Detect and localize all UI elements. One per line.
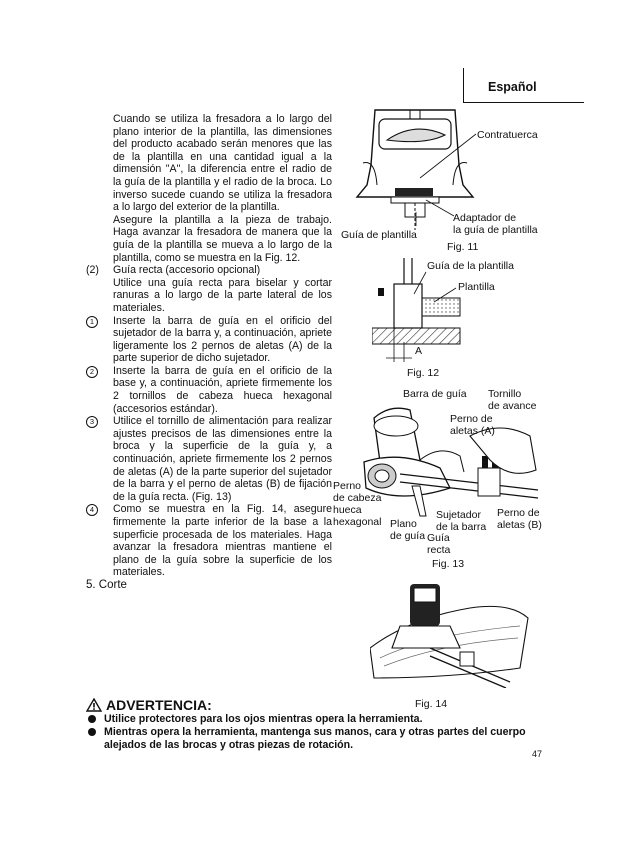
label-contratuerca: Contratuerca — [477, 129, 538, 141]
label-guia-de-la-plantilla: Guía de la plantilla — [427, 260, 514, 272]
item-straight-guide — [86, 264, 332, 277]
step-number: 3 — [86, 416, 98, 428]
warning-bullet-text: Utilice protectores para los ojos mientras opera la herramienta. — [104, 713, 423, 725]
label-plantilla: Plantilla — [458, 281, 495, 293]
warning-block — [86, 697, 556, 753]
paragraph-straight-guide: Utilice una guía recta para biselar y cortar ranuras a lo largo de la parte lateral de los materiales. — [113, 276, 332, 314]
label-perno-cabeza-hueca: Perno de cabeza hueca hexagonal — [333, 480, 382, 528]
language-label: Español — [488, 80, 537, 94]
warning-title-text: ADVERTENCIA: — [106, 697, 212, 713]
step-text: Inserte la barra de guía en el orificio del sujetador de la barra y, a continuación, apriete ligeramente los 2 pernos de aletas (A) de la parte superior de dicho sujetador. — [113, 314, 332, 365]
item-marker: (2) — [86, 264, 99, 277]
label-perno-aletas-a: Perno de aletas (A) — [450, 413, 495, 437]
label-guia-recta: Guía recta — [427, 532, 451, 556]
warning-bullet-2 — [86, 726, 556, 752]
step-text: Inserte la barra de guía en el orificio de la base y, a continuación, apriete firmemente los 2 tornillos de cabeza hueca hexagonal (accesorios estándar). — [113, 364, 332, 415]
page-number: 47 — [532, 749, 543, 759]
step-number: 4 — [86, 504, 98, 516]
step-2 — [86, 365, 332, 415]
warning-title — [86, 697, 556, 713]
step-number: 2 — [86, 366, 98, 378]
step-1 — [86, 315, 332, 365]
label-barra-de-guia: Barra de guía — [403, 388, 467, 400]
language-tab — [463, 68, 584, 103]
label-plano-de-guia: Plano de guía — [390, 518, 426, 542]
warning-bullet-1 — [86, 713, 556, 726]
label-guia-plantilla: Guía de plantilla — [341, 229, 417, 241]
bullet-icon — [88, 715, 96, 723]
section-5-heading: 5. Corte — [86, 578, 127, 591]
fig14-caption: Fig. 14 — [415, 698, 448, 710]
paragraph-secure-template: Asegure la plantilla a la pieza de trabajo. Haga avanzar la fresadora de manera que la guía de la plantilla se mueva a lo largo de la plantilla, como se muestra en la Fig. 12. — [113, 213, 332, 264]
label-dimension-a: A — [415, 345, 423, 357]
label-perno-aletas-b: Perno de aletas (B) — [497, 507, 542, 531]
step-text: Utilice el tornillo de alimentación para realizar ajustes precisos de las dimensiones entre la broca y la superficie de la guía y, a continuación, apriete firmemente los 2 pernos de aletas (A) de la parte superior del sujetador de la barra y el perno de aletas (B) de fijación de la guía recta. (Fig. 13) — [113, 415, 332, 503]
fig12-caption: Fig. 12 — [407, 367, 440, 379]
step-3 — [86, 415, 332, 503]
fig11-caption: Fig. 11 — [447, 241, 479, 253]
label-tornillo-de-avance: Tornillo de avance — [488, 388, 537, 412]
paragraph-template-dimensions: Cuando se utiliza la fresadora a lo largo del plano interior de la plantilla, las dimensiones del producto acabado serán menores que las de la plantilla en una cantidad igual a la dimensión "A", la diferencia entre el radio de la guía de la plantilla y el radio de la broca. Lo inverso sucede cuando se utiliza la fresadora a lo largo del exterior de la plantilla. — [113, 113, 332, 214]
warning-bullet-text: Mientras opera la herramienta, mantenga sus manos, cara y otras partes del cuerpo alejados de las brocas y otras piezas de rotación. — [104, 726, 526, 752]
item-title: Guía recta (accesorio opcional) — [113, 264, 261, 277]
step-4 — [86, 503, 332, 579]
warning-triangle-icon — [86, 698, 102, 712]
label-adaptador: Adaptador de la guía de plantilla — [453, 212, 538, 236]
step-text: Como se muestra en la Fig. 14, asegure firmemente la parte inferior de la base a la superficie procesada de los materiales. Haga avanzar la fresadora mientras mantiene el plano de la guía sobre la superficie de los materiales. — [113, 503, 332, 579]
body-text-column — [86, 113, 332, 592]
step-number: 1 — [86, 316, 98, 328]
figure-12-leaders — [412, 268, 462, 308]
label-sujetador-barra: Sujetador de la barra — [436, 509, 487, 533]
bullet-icon — [88, 728, 96, 736]
figure-14-router-in-use — [370, 578, 530, 688]
fig13-caption: Fig. 13 — [432, 558, 465, 570]
